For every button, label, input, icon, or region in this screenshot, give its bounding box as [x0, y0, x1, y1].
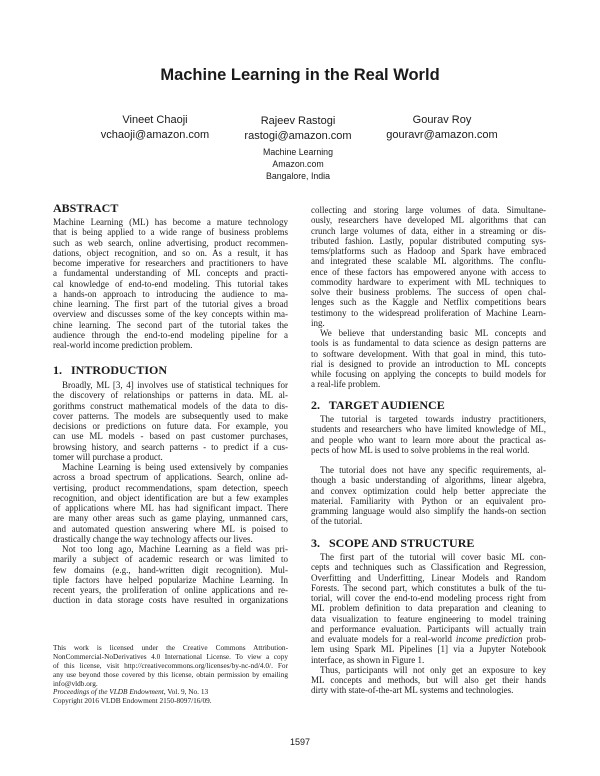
section-heading-abstract: ABSTRACT — [53, 201, 119, 215]
text-line: Machine Learning is being used extensively by companies — [62, 462, 288, 472]
section-heading-target-audience: 2. TARGET AUDIENCE — [311, 398, 445, 412]
footnote-line: any use beyond those covered by this license, obtain permission by emailing — [53, 669, 288, 679]
right-column — [311, 0, 546, 776]
copyright-line: Copyright 2016 VLDB Endowment 2150-8097/16/09. — [53, 696, 212, 706]
text-line: gramming language would also simplify the hands-on section — [311, 506, 546, 516]
section-heading-scope-and-structure: 3. SCOPE AND STRUCTURE — [311, 536, 475, 550]
text-line: are many other areas such as game playing, unmanned cars, — [53, 513, 288, 524]
text-line: Forests. The second part, which constitutes a bulk of the tu- — [311, 582, 546, 593]
text-line: students and researchers who have limited knowledge of ML, — [311, 424, 546, 435]
text-line: few domains (e.g., hand-written digit recognition). Mul- — [53, 564, 288, 575]
text-line: ence of these factors has empowered anyone with access to — [311, 266, 546, 277]
text-line: ML problem definition to data preparation and cleaning to — [311, 603, 546, 614]
text-line: decisions or predictions on future data. For example, you — [53, 421, 288, 431]
text-line: while focusing on applying the concepts to build models for — [311, 369, 546, 379]
text-line: lem using Spark ML Pipelines [1] via a Jupyter Notebook — [311, 644, 546, 655]
text-line: material. Familiarity with Python or an equivalent pro- — [311, 495, 546, 506]
text-line: duction in data storage costs have resulted in organizations — [53, 595, 288, 606]
text-line: tributed fashion. Lastly, popular distributed computing sys- — [311, 235, 546, 246]
proceedings-volume: , Vol. 9, No. 13 — [163, 687, 209, 697]
text-line: ously, researchers have developed ML algorithms that can — [311, 215, 546, 226]
emphasized-text: income prediction — [455, 634, 523, 644]
text-line: a hands-on approach to introducing the audience to ma- — [53, 288, 288, 299]
author-name: Rajeev Rastogi — [260, 115, 336, 127]
text-line: the discovery of relationships or patterns in data. ML al- — [53, 390, 288, 401]
text-line: dirty with state-of-the-art ML systems and technologies. — [311, 685, 514, 696]
text-line: and integrated these scalable ML algorithms. The conflu- — [311, 256, 546, 267]
text-line: chine learning. The first part of the tutorial gives a broad — [53, 299, 288, 309]
author-email: gouravr@amazon.com — [386, 129, 498, 141]
text-line: interface, as shown in Figure 1. — [311, 654, 425, 665]
text-line: gorithms construct mathematical models of the data to dis- — [53, 400, 288, 411]
text-line: ML concepts and methods, but will also get their hands — [311, 675, 546, 685]
footnote-line: of this license, visit http://creativecommons.org/licenses/by-nc-nd/4.0/. For — [53, 660, 288, 670]
text-line: data visualization to feature engineering to model training — [311, 613, 546, 624]
footnote-line: NonCommercial-NoDerivatives 4.0 International License. To view a copy — [53, 651, 288, 661]
text-line: of applications where ML has had significant impact. There — [53, 503, 288, 513]
text-line: real-world income prediction problem. — [53, 340, 193, 350]
text-line: cover patterns. The models are subsequently used to make — [53, 410, 288, 421]
text-line: solve their business problems. The success of open chal- — [311, 287, 546, 297]
page-number: 1597 — [289, 737, 311, 747]
affiliation-line: Amazon.com — [272, 159, 324, 169]
paper-title: Machine Learning in the Real World — [160, 66, 440, 84]
text-line: The first part of the tutorial will cover basic ML con- — [320, 552, 546, 562]
text-line: and convex optimization could help better appreciate the — [311, 485, 546, 496]
text-line: testimony to the widespread proliferation of Machine Learn- — [311, 307, 546, 318]
text-line: to software development. With that goal in mind, this tuto- — [311, 348, 546, 359]
text-line: ing. — [311, 317, 325, 328]
text-line: a real-life problem. — [311, 379, 381, 390]
proceedings-title: Proceedings of the VLDB Endowment — [53, 687, 164, 697]
text-line: pects of how ML is used to solve problems in the real world. — [311, 444, 530, 455]
text-line: crunch large volumes of data, either in a streaming or dis- — [311, 225, 546, 236]
text-line: Machine Learning (ML) has become a mature technology — [53, 217, 288, 227]
text-line: and evaluate models for a real-world income prediction prob- — [311, 634, 546, 644]
text-line: cal knowledge of end-to-end modeling. This tutorial takes — [53, 278, 288, 289]
text-line: drastically change the way technology affects our lives. — [53, 533, 253, 544]
text-line: a fundamental understanding of ML concepts and practi- — [53, 268, 288, 279]
text-line: tomer will purchase a product. — [53, 451, 163, 462]
text-line: such as web search, online advertising, product recommen- — [53, 237, 288, 248]
text-line: Not too long ago, Machine Learning as a field was pri- — [62, 544, 288, 554]
text-line: The tutorial is targeted towards industry practitioners, — [320, 414, 546, 424]
text-line: tems/platforms such as Hadoop and Spark have embraced — [311, 246, 546, 256]
author-name: Gourav Roy — [412, 114, 472, 126]
text-line: recognition, and object identification are but a few examples — [53, 492, 288, 503]
text-line: We believe that understanding basic ML concepts and — [320, 328, 546, 338]
text-line: recent years, the proliferation of online applications and re- — [53, 585, 288, 595]
author-name: Vineet Chaoji — [122, 114, 188, 126]
text-line: and people who want to learn more about the practical as- — [311, 434, 546, 445]
text-line: chine learning. The second part of the tutorial takes the — [53, 319, 288, 330]
text-line: dations, object recognition, and so on. As a result, it has — [53, 247, 288, 258]
text-line: tools is as fundamental to data science as design patterns are — [311, 338, 546, 349]
author-email: vchaoji@amazon.com — [100, 129, 210, 141]
text-line: The tutorial does not have any specific requirements, al- — [320, 465, 546, 475]
text-line: torial, will cover the end-to-end modeling process right from — [311, 593, 546, 603]
license-footnote — [53, 644, 288, 706]
text-line: become imperative for researchers and practitioners to have — [53, 258, 288, 268]
text-line: browsing history, and search patterns - to predict if a cus- — [53, 441, 288, 452]
text-line: though a basic understanding of algorithms, linear algebra, — [311, 475, 546, 486]
text-line: Thus, participants will not only get an exposure to key — [320, 664, 546, 675]
text-line: that is being applied to a wide range of business problems — [53, 227, 288, 238]
text-line: rial is designed to provide an introduction to ML concepts — [311, 358, 546, 369]
text-line: tiple factors have helped popularize Machine Learning. In — [53, 574, 288, 585]
section-heading-introduction: 1. INTRODUCTION — [53, 363, 168, 377]
text-line: and automated question answering where ML is poised to — [53, 523, 288, 534]
text-line: of the tutorial. — [311, 516, 363, 527]
text-line: across a broad spectrum of applications. Search, online ad- — [53, 472, 288, 483]
text-line: vertising, product recommendations, spam detection, speech — [53, 482, 288, 493]
footnote-line: info@vldb.org. — [53, 678, 98, 688]
text-line: and performance evaluation. Participants will actually train — [311, 623, 546, 634]
text-line: can use ML models - based on past customer purchases, — [53, 431, 288, 442]
text-line: overview and discusses some of the key concepts within ma- — [53, 309, 288, 320]
affiliation-line: Machine Learning — [263, 147, 333, 157]
text-line: Broadly, ML [3, 4] involves use of statistical techniques for — [62, 380, 288, 390]
author-email: rastogi@amazon.com — [244, 130, 352, 142]
text-line: marily a subject of academic research or was limited to — [53, 554, 288, 565]
text-line: collecting and storing large volumes of data. Simultane- — [311, 205, 546, 215]
text-line: audience through the end-to-end modeling pipeline for a — [53, 329, 288, 340]
affiliation-line: Bangalore, India — [265, 171, 331, 181]
text-line: commodity hardware to experiment with ML techniques to — [311, 276, 546, 287]
text-line: lenges such as the Kaggle and Netflix competitions bears — [311, 297, 546, 308]
footnote-line: This work is licensed under the Creative Commons Attribution- — [53, 643, 288, 652]
text-line: cepts and techniques such as Classification and Regression, — [311, 562, 546, 573]
text-line: Overfitting and Underfitting, Linear Models and Random — [311, 572, 546, 583]
